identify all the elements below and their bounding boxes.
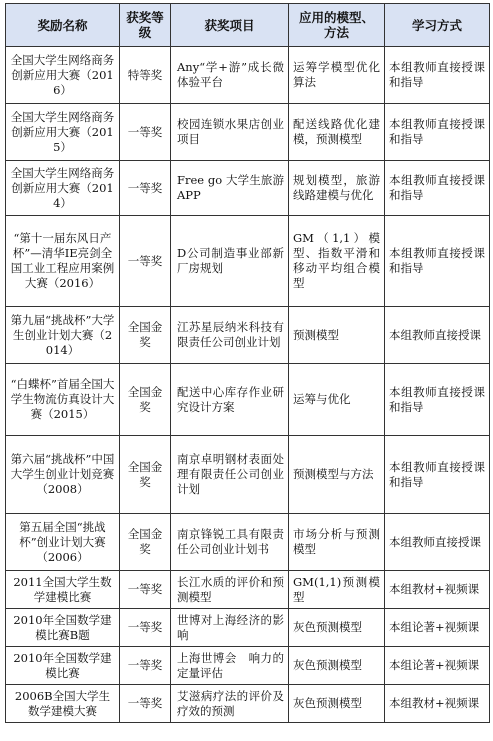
- table-row: [6, 514, 490, 571]
- cell-award-level: 特等奖: [120, 47, 171, 104]
- cell-award-project: 上海世博会 响力的定量评估: [171, 647, 289, 685]
- table-header: [6, 4, 490, 47]
- cell-award-project: 世博对上海经济的影响: [171, 609, 289, 647]
- cell-award-name: 第九届“挑战杯”大学生创业计划大赛（2014）: [6, 307, 120, 364]
- header-learning-method: 学习方式: [385, 4, 490, 47]
- table-row: [6, 571, 490, 609]
- cell-learning-method: 本组教材+视频课: [385, 571, 490, 609]
- cell-award-level: 全国金奖: [120, 307, 171, 364]
- cell-award-project: 配送中心库存作业研究设计方案: [171, 364, 289, 436]
- cell-models-methods: 市场分析与预测模型: [289, 514, 385, 571]
- cell-models-methods: 灰色预测模型: [289, 609, 385, 647]
- cell-models-methods: 灰色预测模型: [289, 647, 385, 685]
- cell-award-project: 校园连锁水果店创业项目: [171, 104, 289, 161]
- cell-award-level: 全国金奖: [120, 436, 171, 514]
- table-row: [6, 104, 490, 161]
- cell-award-level: 一等奖: [120, 571, 171, 609]
- cell-award-level: 全国金奖: [120, 514, 171, 571]
- cell-learning-method: 本组教师直接授课和指导: [385, 436, 490, 514]
- cell-award-level: 一等奖: [120, 216, 171, 307]
- cell-award-level: 一等奖: [120, 161, 171, 216]
- cell-award-project: 南京卓明钢材表面处理有限责任公司创业计划: [171, 436, 289, 514]
- table-row: [6, 364, 490, 436]
- cell-award-name: 全国大学生网络商务创新应用大赛（2014）: [6, 161, 120, 216]
- cell-learning-method: 本组论著+视频课: [385, 647, 490, 685]
- cell-award-project: 江苏星辰纳米科技有限责任公司创业计划: [171, 307, 289, 364]
- table-row: [6, 307, 490, 364]
- header-award-level: 获奖等级: [120, 4, 171, 47]
- table-row: [6, 436, 490, 514]
- cell-models-methods: 预测模型与方法: [289, 436, 385, 514]
- cell-models-methods: GM（1,1）模型、指数平滑和移动平均组合模型: [289, 216, 385, 307]
- cell-learning-method: 本组教材+视频课: [385, 685, 490, 723]
- cell-learning-method: 本组教师直接授课和指导: [385, 216, 490, 307]
- cell-award-level: 一等奖: [120, 609, 171, 647]
- cell-award-name: 第五届全国“挑战杯”创业计划大赛（2006）: [6, 514, 120, 571]
- header-row: [6, 4, 490, 47]
- cell-award-level: 一等奖: [120, 104, 171, 161]
- cell-award-name: 2010年全国数学建模比赛: [6, 647, 120, 685]
- cell-learning-method: 本组教师直接授课和指导: [385, 47, 490, 104]
- cell-models-methods: 运筹与优化: [289, 364, 385, 436]
- cell-learning-method: 本组教师直接授课: [385, 307, 490, 364]
- header-award-name: 奖励名称: [6, 4, 120, 47]
- cell-award-project: 长江水质的评价和预测模型: [171, 571, 289, 609]
- cell-award-name: 全国大学生网络商务创新应用大赛（2016）: [6, 47, 120, 104]
- cell-learning-method: 本组教师直接授课和指导: [385, 364, 490, 436]
- cell-award-name: 2010年全国数学建模比赛B题: [6, 609, 120, 647]
- header-award-project: 获奖项目: [171, 4, 289, 47]
- awards-table: [5, 3, 490, 723]
- cell-award-level: 一等奖: [120, 647, 171, 685]
- cell-award-project: 艾滋病疗法的评价及疗效的预测: [171, 685, 289, 723]
- cell-learning-method: 本组教师直接授课和指导: [385, 161, 490, 216]
- table-row: [6, 647, 490, 685]
- cell-award-name: 2011全国大学生数学建模比赛: [6, 571, 120, 609]
- table-row: [6, 47, 490, 104]
- cell-models-methods: 运筹学模型优化算法: [289, 47, 385, 104]
- table-row: [6, 161, 490, 216]
- cell-learning-method: 本组论著+视频课: [385, 609, 490, 647]
- cell-award-level: 全国金奖: [120, 364, 171, 436]
- cell-award-name: “白蝶杯”首届全国大学生物流仿真设计大赛（2015）: [6, 364, 120, 436]
- cell-learning-method: 本组教师直接授课和指导: [385, 104, 490, 161]
- cell-award-project: Any“学+游”成长微体验平台: [171, 47, 289, 104]
- cell-award-project: D公司制造事业部新厂房规划: [171, 216, 289, 307]
- table-row: [6, 216, 490, 307]
- table-row: [6, 609, 490, 647]
- cell-models-methods: GM(1,1)预测模型: [289, 571, 385, 609]
- cell-award-name: “第十一届东风日产杯”—清华IE亮剑全国工业工程应用案例大赛（2016）: [6, 216, 120, 307]
- cell-models-methods: 预测模型: [289, 307, 385, 364]
- cell-learning-method: 本组教师直接授课: [385, 514, 490, 571]
- cell-models-methods: 配送线路优化建模，预测模型: [289, 104, 385, 161]
- cell-award-project: 南京锋锐工具有限责任公司创业计划书: [171, 514, 289, 571]
- cell-award-level: 一等奖: [120, 685, 171, 723]
- cell-award-name: 2006B全国大学生数学建模大赛: [6, 685, 120, 723]
- header-models-methods: 应用的模型、方法: [289, 4, 385, 47]
- table-body: [6, 47, 490, 723]
- cell-award-name: 第六届“挑战杯”中国大学生创业计划竞赛（2008）: [6, 436, 120, 514]
- cell-award-project: Free go 大学生旅游APP: [171, 161, 289, 216]
- cell-award-name: 全国大学生网络商务创新应用大赛（2015）: [6, 104, 120, 161]
- cell-models-methods: 灰色预测模型: [289, 685, 385, 723]
- cell-models-methods: 规划模型，旅游线路建模与优化: [289, 161, 385, 216]
- table-row: [6, 685, 490, 723]
